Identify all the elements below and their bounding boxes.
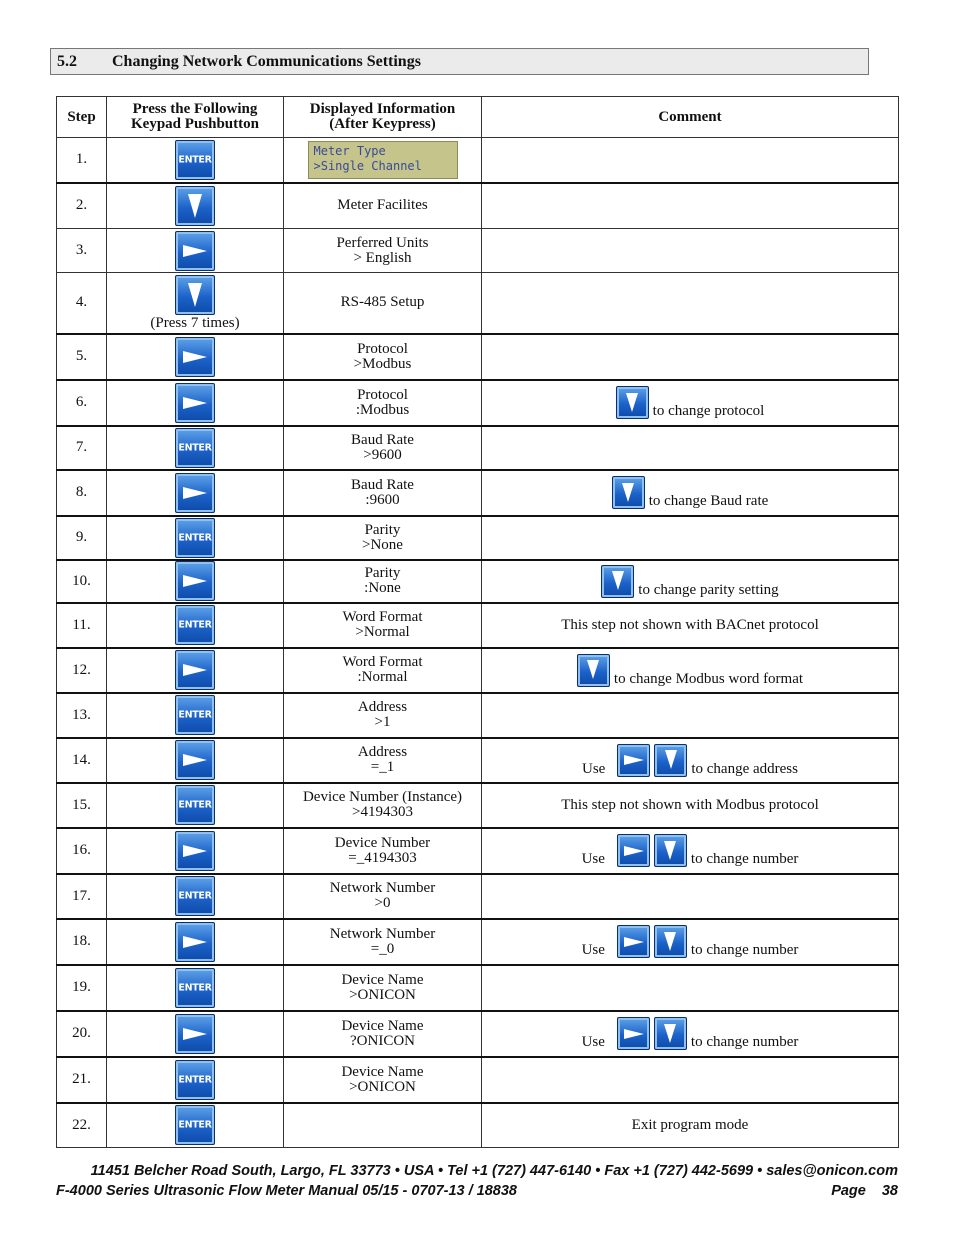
enter-key-icon <box>175 605 215 645</box>
keypad-button-cell <box>107 919 284 965</box>
comment <box>482 603 899 648</box>
enter-key-icon <box>175 785 215 825</box>
down-arrow-key-icon <box>612 476 645 509</box>
enter-key-icon <box>175 968 215 1008</box>
keypad-button-cell <box>107 1011 284 1057</box>
right-arrow-key-icon <box>175 473 215 513</box>
displayed-information: Meter Facilites <box>284 183 482 229</box>
enter-key-icon <box>175 876 215 916</box>
step-number: 17. <box>57 874 107 919</box>
comment <box>482 919 899 965</box>
comment-prefix: Use <box>581 1034 605 1050</box>
displayed-information: Word Format >Normal <box>284 603 482 648</box>
step-number: 13. <box>57 693 107 738</box>
header-button: Press the Following Keypad Pushbutton <box>107 97 284 138</box>
displayed-information: Protocol >Modbus <box>284 334 482 380</box>
displayed-information <box>284 138 482 183</box>
step-number: 10. <box>57 560 107 603</box>
right-arrow-key-icon <box>617 834 650 867</box>
step-number: 11. <box>57 603 107 648</box>
keypad-button-cell <box>107 783 284 828</box>
keypad-button-cell <box>107 693 284 738</box>
footer-manual: F-4000 Series Ultrasonic Flow Meter Manual 05/15 - 0707-13 / 18838 <box>56 1183 517 1199</box>
footer-line-2 <box>56 1183 898 1199</box>
step-number: 7. <box>57 426 107 470</box>
displayed-information: Parity >None <box>284 516 482 560</box>
steps-table <box>56 96 899 1148</box>
footer-address: 11451 Belcher Road South, Largo, FL 33773 • USA • Tel +1 (727) 447-6140 • Fax +1 (727) 442-5699 • sales@onicon.com <box>90 1163 898 1179</box>
right-arrow-key-icon <box>617 744 650 777</box>
keypad-button-cell <box>107 1057 284 1103</box>
displayed-information: Device Number (Instance) >4194303 <box>284 783 482 828</box>
keypad-button-cell <box>107 516 284 560</box>
keypad-button-cell <box>107 138 284 183</box>
right-arrow-key-icon <box>175 922 215 962</box>
section-title: Changing Network Communications Settings <box>112 52 421 70</box>
displayed-information: Device Name ?ONICON <box>284 1011 482 1057</box>
comment-text: This step not shown with Modbus protocol <box>561 796 819 813</box>
displayed-information <box>284 1103 482 1148</box>
comment-text: to change parity setting <box>638 581 779 598</box>
table-row <box>57 273 899 334</box>
table-row <box>57 648 899 693</box>
step-number: 12. <box>57 648 107 693</box>
table-row <box>57 426 899 470</box>
keypad-button-cell <box>107 874 284 919</box>
press-count-note: (Press 7 times) <box>150 314 240 331</box>
displayed-information: Device Name >ONICON <box>284 965 482 1011</box>
displayed-information: Address >1 <box>284 693 482 738</box>
step-number: 22. <box>57 1103 107 1148</box>
keypad-button-cell <box>107 183 284 229</box>
displayed-information: Word Format :Normal <box>284 648 482 693</box>
down-arrow-key-icon <box>616 386 649 419</box>
step-number: 14. <box>57 738 107 783</box>
comment <box>482 738 899 783</box>
keypad-button-cell <box>107 828 284 874</box>
comment <box>482 334 899 380</box>
comment <box>482 965 899 1011</box>
comment <box>482 560 899 603</box>
table-row <box>57 919 899 965</box>
keypad-button-cell <box>107 470 284 516</box>
comment-text: This step not shown with BACnet protocol <box>561 616 819 633</box>
step-number: 4. <box>57 273 107 334</box>
enter-key-icon <box>175 1060 215 1100</box>
down-arrow-key-icon <box>577 654 610 687</box>
comment <box>482 470 899 516</box>
displayed-information: Network Number =_0 <box>284 919 482 965</box>
step-number: 8. <box>57 470 107 516</box>
header-comment: Comment <box>482 97 899 138</box>
table-row <box>57 828 899 874</box>
displayed-information: Device Number =_4194303 <box>284 828 482 874</box>
step-number: 21. <box>57 1057 107 1103</box>
comment-text: to change address <box>691 760 798 777</box>
displayed-information: Address =_1 <box>284 738 482 783</box>
table-row <box>57 138 899 183</box>
displayed-information: Device Name >ONICON <box>284 1057 482 1103</box>
header-step: Step <box>57 97 107 138</box>
right-arrow-key-icon <box>175 231 215 271</box>
comment-prefix: Use <box>581 851 605 867</box>
down-arrow-key-icon <box>654 744 687 777</box>
comment-text: to change number <box>690 1034 799 1050</box>
enter-key-icon <box>175 695 215 735</box>
displayed-information: RS-485 Setup <box>284 273 482 334</box>
comment <box>482 229 899 273</box>
down-arrow-key-icon <box>654 1017 687 1050</box>
lcd-line-1: Meter Type <box>313 143 386 158</box>
comment-text: to change number <box>690 851 799 867</box>
table-row <box>57 693 899 738</box>
page-number: 38 <box>881 1183 898 1199</box>
down-arrow-key-icon <box>175 275 215 315</box>
comment-prefix: Use <box>582 760 606 777</box>
right-arrow-key-icon <box>617 1017 650 1050</box>
comment <box>482 516 899 560</box>
comment <box>482 874 899 919</box>
comment-text: to change number <box>690 942 799 958</box>
displayed-information: Baud Rate :9600 <box>284 470 482 516</box>
step-number: 1. <box>57 138 107 183</box>
down-arrow-key-icon <box>654 925 687 958</box>
comment <box>482 380 899 426</box>
right-arrow-key-icon <box>175 561 215 601</box>
comment <box>482 426 899 470</box>
table-row <box>57 183 899 229</box>
down-arrow-key-icon <box>601 565 634 598</box>
keypad-button-cell <box>107 738 284 783</box>
comment-text: Exit program mode <box>631 1116 749 1133</box>
keypad-button-cell <box>107 273 284 334</box>
table-row <box>57 560 899 603</box>
down-arrow-key-icon <box>175 186 215 226</box>
section-number: 5.2 <box>57 52 77 70</box>
header-display: Displayed Information (After Keypress) <box>284 97 482 138</box>
lcd-line-2: >Single Channel <box>313 158 422 173</box>
comment-text: to change protocol <box>652 403 765 419</box>
step-number: 20. <box>57 1011 107 1057</box>
page-label: Page <box>831 1183 866 1199</box>
comment <box>482 1057 899 1103</box>
keypad-button-cell <box>107 229 284 273</box>
enter-key-icon <box>175 140 215 180</box>
right-arrow-key-icon <box>617 925 650 958</box>
keypad-button-cell <box>107 1103 284 1148</box>
keypad-button-cell <box>107 648 284 693</box>
table-row <box>57 380 899 426</box>
table-row <box>57 738 899 783</box>
keypad-button-cell <box>107 426 284 470</box>
lcd-display-image <box>308 141 458 179</box>
comment <box>482 648 899 693</box>
step-number: 6. <box>57 380 107 426</box>
step-number: 2. <box>57 183 107 229</box>
table-row <box>57 1011 899 1057</box>
step-number: 16. <box>57 828 107 874</box>
comment <box>482 1011 899 1057</box>
keypad-button-cell <box>107 560 284 603</box>
table-header-row <box>57 97 899 138</box>
table-row <box>57 783 899 828</box>
right-arrow-key-icon <box>175 337 215 377</box>
enter-key-icon <box>175 1105 215 1145</box>
table-row <box>57 334 899 380</box>
table-row <box>57 603 899 648</box>
step-number: 9. <box>57 516 107 560</box>
table-row <box>57 1057 899 1103</box>
right-arrow-key-icon <box>175 650 215 690</box>
table-row <box>57 516 899 560</box>
keypad-button-cell <box>107 965 284 1011</box>
comment <box>482 138 899 183</box>
right-arrow-key-icon <box>175 831 215 871</box>
step-number: 19. <box>57 965 107 1011</box>
step-number: 18. <box>57 919 107 965</box>
table-row <box>57 470 899 516</box>
right-arrow-key-icon <box>175 740 215 780</box>
step-number: 15. <box>57 783 107 828</box>
comment-text: to change Baud rate <box>648 493 769 509</box>
enter-key-icon <box>175 518 215 558</box>
comment <box>482 828 899 874</box>
displayed-information: Network Number >0 <box>284 874 482 919</box>
comment-prefix: Use <box>581 942 605 958</box>
section-header <box>50 48 869 75</box>
right-arrow-key-icon <box>175 383 215 423</box>
comment <box>482 1103 899 1148</box>
footer-page <box>831 1183 898 1199</box>
comment <box>482 273 899 334</box>
table-row <box>57 1103 899 1148</box>
table-row <box>57 874 899 919</box>
keypad-button-cell <box>107 334 284 380</box>
displayed-information: Protocol :Modbus <box>284 380 482 426</box>
comment <box>482 693 899 738</box>
keypad-button-cell <box>107 380 284 426</box>
keypad-button-cell <box>107 603 284 648</box>
comment <box>482 783 899 828</box>
table-row <box>57 229 899 273</box>
comment <box>482 183 899 229</box>
step-number: 3. <box>57 229 107 273</box>
enter-key-icon <box>175 428 215 468</box>
displayed-information: Parity :None <box>284 560 482 603</box>
displayed-information: Perferred Units > English <box>284 229 482 273</box>
down-arrow-key-icon <box>654 834 687 867</box>
displayed-information: Baud Rate >9600 <box>284 426 482 470</box>
right-arrow-key-icon <box>175 1014 215 1054</box>
step-number: 5. <box>57 334 107 380</box>
table-row <box>57 965 899 1011</box>
comment-text: to change Modbus word format <box>613 670 804 687</box>
